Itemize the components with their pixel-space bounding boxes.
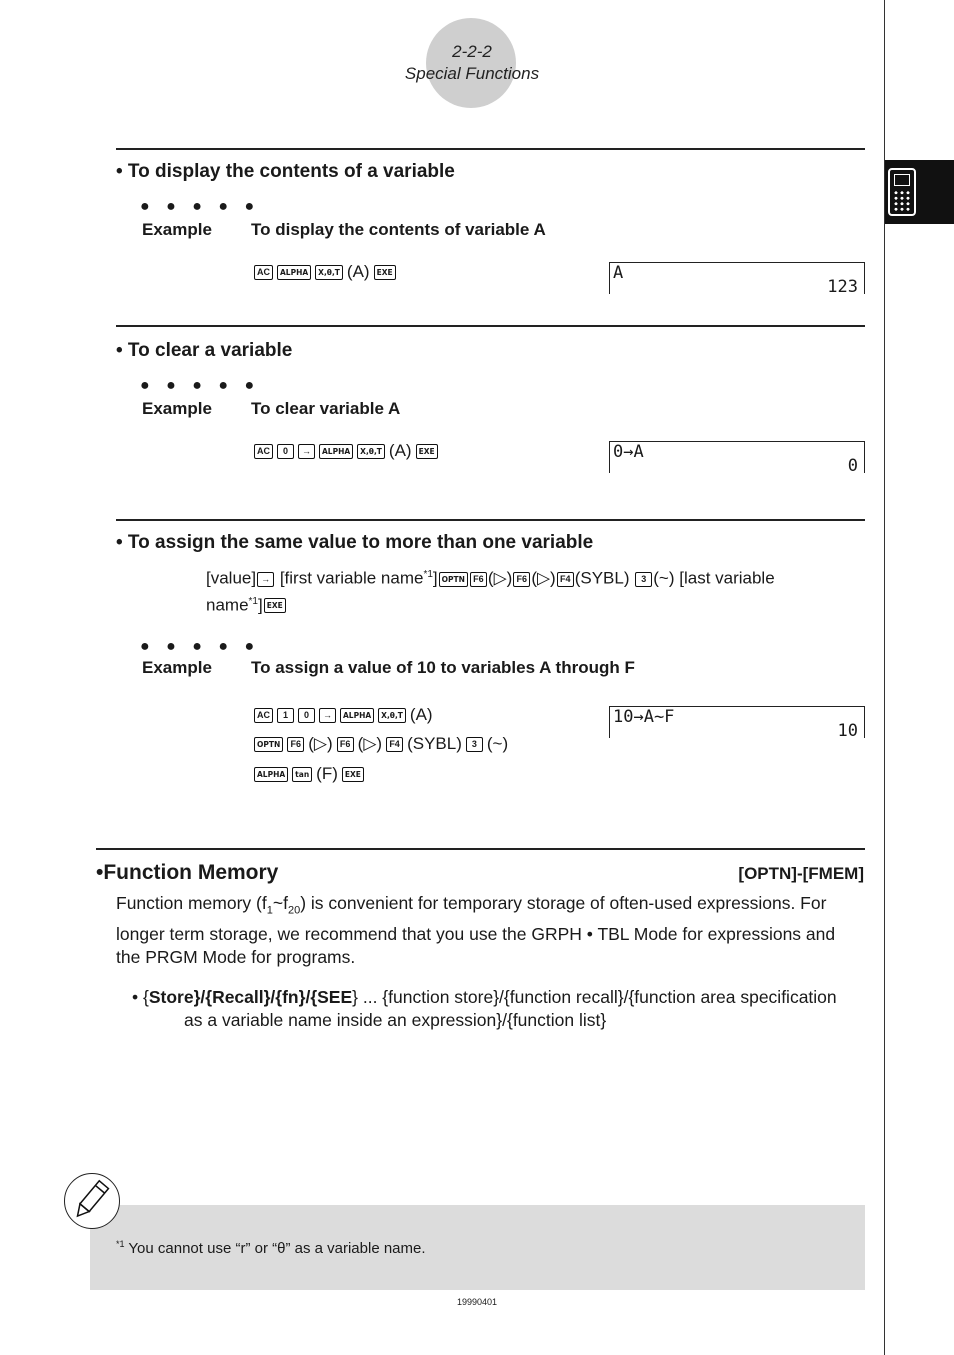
text: • { bbox=[132, 987, 149, 1007]
key-label: (▷) bbox=[308, 734, 333, 753]
section-divider bbox=[116, 519, 865, 521]
display-line-2: 0 bbox=[847, 456, 858, 476]
section-divider bbox=[116, 148, 865, 150]
key-sequence bbox=[254, 705, 433, 725]
exe-key: EXE bbox=[342, 767, 364, 782]
key-label: (SYBL) bbox=[407, 734, 462, 753]
one-key: 1 bbox=[277, 708, 294, 723]
ac-key: AC bbox=[254, 444, 273, 459]
key-sequence bbox=[254, 262, 396, 282]
f4-key: F4 bbox=[386, 737, 403, 752]
separator: }/{ bbox=[263, 987, 283, 1007]
text: ~f bbox=[272, 893, 288, 913]
exe-key: EXE bbox=[264, 598, 286, 613]
calculator-display bbox=[609, 262, 865, 297]
example-dots: ● ● ● ● ● bbox=[140, 198, 261, 215]
calculator-display bbox=[609, 706, 865, 741]
syntax-first-var: [first variable name bbox=[279, 568, 424, 588]
syntax-last-var: [last variable bbox=[679, 568, 775, 588]
function-memory-title: Function Memory bbox=[103, 861, 279, 884]
syntax-description bbox=[206, 563, 866, 616]
section-divider bbox=[116, 325, 865, 327]
subscript: 1 bbox=[266, 904, 273, 917]
key-label: (~) bbox=[486, 734, 509, 753]
separator: }/{ bbox=[298, 987, 318, 1007]
example-description: To display the contents of variable A bbox=[251, 220, 546, 239]
separator: }/{ bbox=[193, 987, 213, 1007]
recall-label: Recall bbox=[212, 987, 264, 1007]
ac-key: AC bbox=[254, 265, 273, 280]
fn-label: fn bbox=[282, 987, 299, 1007]
example-label: Example bbox=[142, 399, 212, 418]
key-sequence bbox=[254, 734, 508, 754]
calculator-screen-icon bbox=[894, 174, 910, 186]
footnote bbox=[116, 1239, 426, 1257]
f6-key: F6 bbox=[470, 572, 487, 587]
syntax-bracket: ] bbox=[257, 595, 263, 615]
f6-key: F6 bbox=[337, 737, 354, 752]
optn-key: OPTN bbox=[254, 737, 283, 752]
exe-key: EXE bbox=[416, 444, 438, 459]
footnote-ref: *1 bbox=[423, 569, 433, 580]
zero-key: 0 bbox=[277, 444, 294, 459]
key-sequence bbox=[254, 764, 364, 784]
section-badge bbox=[426, 18, 516, 108]
example-description: To clear variable A bbox=[251, 399, 401, 418]
text: Function memory (f bbox=[116, 893, 267, 913]
calculator-keys-icon bbox=[893, 190, 911, 212]
xthetat-key: X,θ,T bbox=[357, 444, 385, 459]
section-title: Special Functions bbox=[404, 64, 540, 83]
zero-key: 0 bbox=[298, 708, 315, 723]
three-key: 3 bbox=[466, 737, 483, 752]
arrow-key: → bbox=[319, 708, 336, 723]
three-key: 3 bbox=[635, 572, 652, 587]
key-label: (F) bbox=[316, 764, 338, 783]
tan-key: tan bbox=[292, 767, 312, 782]
function-menu-item bbox=[132, 986, 867, 1032]
section-divider bbox=[96, 848, 865, 850]
alpha-key: ALPHA bbox=[319, 444, 353, 459]
function-memory-description bbox=[116, 892, 866, 969]
key-label: (A) bbox=[388, 441, 412, 460]
example-dots: ● ● ● ● ● bbox=[140, 638, 261, 655]
text: } ... {function store}/{function recall}/{function area specification bbox=[352, 987, 837, 1007]
text: as a variable name inside an expression}/{function list} bbox=[184, 1010, 607, 1030]
example-dots: ● ● ● ● ● bbox=[140, 377, 261, 394]
key-label: (SYBL) bbox=[574, 568, 630, 588]
xthetat-key: X,θ,T bbox=[378, 708, 406, 723]
display-line-1: 10→A~F bbox=[613, 707, 675, 727]
ac-key: AC bbox=[254, 708, 273, 723]
arrow-key: → bbox=[298, 444, 315, 459]
section-heading: • To assign the same value to more than one variable bbox=[116, 532, 594, 553]
key-sequence bbox=[254, 441, 438, 461]
text: the PRGM Mode for programs. bbox=[116, 946, 356, 967]
syntax-value: [value] bbox=[206, 568, 257, 588]
text: ) is convenient for temporary storage of often-used expressions. For bbox=[300, 893, 827, 913]
see-label: SEE bbox=[317, 987, 353, 1007]
text: longer term storage, we recommend that you use the GRPH • TBL Mode for expressions and bbox=[116, 923, 836, 944]
key-label: (▷) bbox=[487, 568, 513, 588]
section-heading: • To clear a variable bbox=[116, 340, 293, 361]
key-label: (A) bbox=[346, 262, 370, 281]
subscript: 20 bbox=[287, 904, 301, 917]
alpha-key: ALPHA bbox=[340, 708, 374, 723]
key-label: (▷) bbox=[357, 734, 383, 753]
display-line-1: 0→A bbox=[613, 442, 644, 462]
display-line-2: 123 bbox=[827, 277, 858, 297]
f6-key: F6 bbox=[513, 572, 530, 587]
syntax-bracket: ] bbox=[432, 568, 438, 588]
alpha-key: ALPHA bbox=[254, 767, 288, 782]
example-label: Example bbox=[142, 220, 212, 239]
key-label: (▷) bbox=[531, 568, 556, 588]
key-label: (~) bbox=[653, 568, 675, 588]
footnote-text: You cannot use “r” or “θ” as a variable name. bbox=[124, 1240, 426, 1257]
footnote-marker: *1 bbox=[116, 1239, 125, 1249]
arrow-key: → bbox=[257, 572, 274, 587]
alpha-key: ALPHA bbox=[277, 265, 311, 280]
section-number: 2-2-2 bbox=[452, 42, 492, 61]
xthetat-key: X,θ,T bbox=[315, 265, 343, 280]
f6-key: F6 bbox=[287, 737, 304, 752]
display-line-1: A bbox=[613, 263, 624, 283]
bullet: • bbox=[96, 861, 104, 884]
example-description: To assign a value of 10 to variables A through F bbox=[251, 658, 635, 677]
document-code: 19990401 bbox=[456, 1297, 498, 1307]
function-memory-heading bbox=[96, 861, 278, 885]
section-heading: • To display the contents of a variable bbox=[116, 161, 455, 182]
footnote-ref: *1 bbox=[248, 595, 258, 607]
store-label: Store bbox=[148, 987, 194, 1007]
key-label: (A) bbox=[409, 705, 433, 724]
menu-path: [OPTN]-[FMEM] bbox=[738, 864, 864, 883]
syntax-name: name bbox=[206, 595, 249, 615]
example-label: Example bbox=[142, 658, 212, 677]
exe-key: EXE bbox=[374, 265, 396, 280]
calculator-display bbox=[609, 441, 865, 476]
f4-key: F4 bbox=[557, 572, 574, 587]
display-line-2: 10 bbox=[837, 721, 858, 741]
optn-key: OPTN bbox=[439, 572, 468, 587]
pencil-icon bbox=[64, 1173, 120, 1229]
